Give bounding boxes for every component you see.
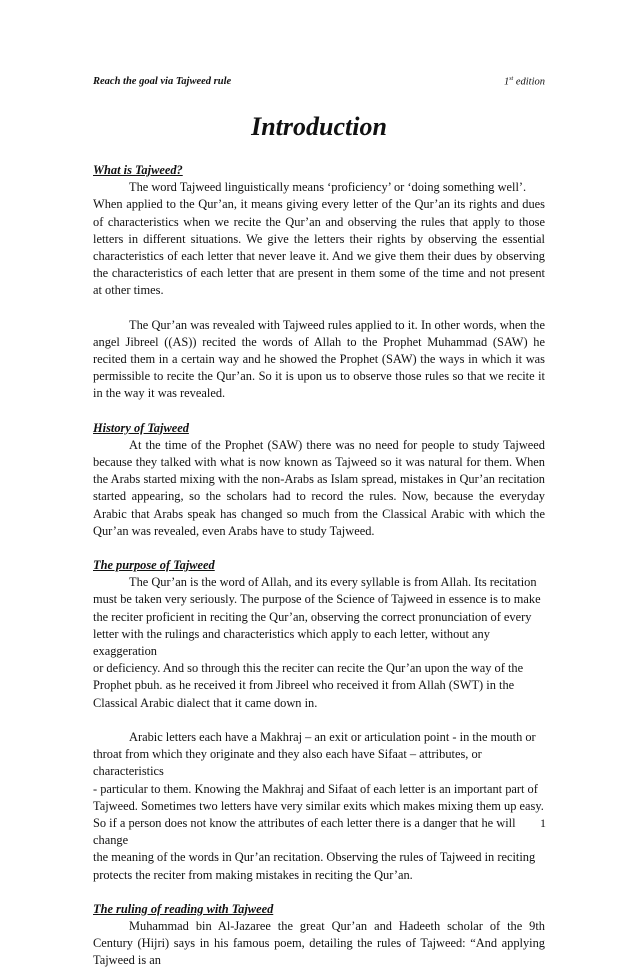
text-line: the reciter proficient in reciting the Qur’an, observing the correct pronunciation of every (93, 609, 532, 624)
text-line: or deficiency. And so through this the reciter can recite the Qur’an upon the way of the (93, 661, 524, 676)
text-line: The Qur’an is the word of Allah, and its every syllable is from Allah. Its recitation (129, 575, 537, 590)
text-line: Tajweed. Sometimes two letters have very similar exits which makes mixing them up easy. (93, 798, 544, 813)
text-line: So if a person does not know the attributes of each letter there is a danger that he will change (93, 815, 516, 848)
what-paragraph-2: The Qur’an was revealed with Tajweed rules applied to it. In other words, when the angel Jibreel ((AS)) recited the words of Allah to the Prophet Muhammad (SAW) he recited them in a certain way and he showed the Prophet (SAW) the ways in which it was permissible to recite the Qur’an. So it is upon us to observe those rules so that we recite it in the way it was revealed. (93, 317, 545, 401)
what-paragraph-1-first-line: The word Tajweed linguistically means ‘proficiency’ or ‘doing something well’. (129, 180, 527, 195)
text-line: protects the reciter from making mistakes in reciting the Qur’an. (93, 867, 413, 882)
purpose-paragraph-2 (93, 729, 545, 884)
section-heading-ruling: The ruling of reading with Tajweed (93, 901, 274, 916)
text-line: - particular to them. Knowing the Makhraj and Sifaat of each letter is an important part of (93, 781, 538, 796)
text-line: Arabic letters each have a Makhraj – an exit or articulation point - in the mouth or (129, 729, 536, 744)
text-line: the meaning of the words in Qur’an recitation. Observing the rules of Tajweed in reciting (93, 850, 536, 865)
document-body (93, 162, 545, 970)
page-number: 1 (540, 816, 546, 830)
what-paragraph-1-body: When applied to the Qur’an, it means giving every letter of the Qur’an its rights and dues of characteristics when we recite the Qur’an and observing the rules that apply to those letters in different situations. We give the letters their rights by observing the essential characteristics of each letter that never leave it. And we give them their dues by observing the characteristics of each letter that are present in them some of the time and not present at other times. (93, 197, 545, 298)
text-line: must be taken very seriously. The purpose of the Science of Tajweed in essence is to make (93, 592, 541, 607)
section-heading-purpose: The purpose of Tajweed (93, 558, 215, 573)
text-line: throat from which they originate and they also each have Sifaat – attributes, or characteristics (93, 747, 482, 779)
header-book-title: Reach the goal via Tajweed rule (93, 76, 232, 87)
header-edition (504, 76, 545, 88)
history-paragraph-1: At the time of the Prophet (SAW) there was no need for people to study Tajweed because they talked with what is now known as Tajweed so it was natural for them. When the Arabs started mixing with the non-Arabs as Islam spread, mistakes in Qur’an recitation started appearing, so the scholars had to record the rules. Now, because the everyday Arabic that Arabs speak has changed so much from the Classical Arabic with which the Qur’an was revealed, even Arabs have to study Tajweed. (93, 437, 545, 538)
edition-word: edition (513, 76, 545, 88)
running-header (93, 76, 545, 88)
text-line: letter with the rulings and characteristics which apply to each letter, without any exaggeration (93, 626, 490, 659)
edition-ordinal-suffix: st (509, 76, 514, 82)
page-title: Introduction (251, 112, 387, 141)
edition-number: 1 (503, 76, 510, 88)
text-line: Prophet pbuh. as he received it from Jibreel who received it from Allah (SWT) in the (93, 678, 515, 693)
purpose-paragraph-1 (93, 574, 545, 712)
text-line: Classical Arabic dialect that it came down in. (93, 695, 318, 710)
section-heading-what-is-tajweed: What is Tajweed? (93, 163, 183, 177)
section-heading-history: History of Tajweed (93, 420, 189, 435)
ruling-paragraph-1: Muhammad bin Al-Jazaree the great Qur’an and Hadeeth scholar of the 9th Century (Hijri) says in his famous poem, detailing the rules of Tajweed: “And applying Tajweed is an (93, 918, 545, 968)
